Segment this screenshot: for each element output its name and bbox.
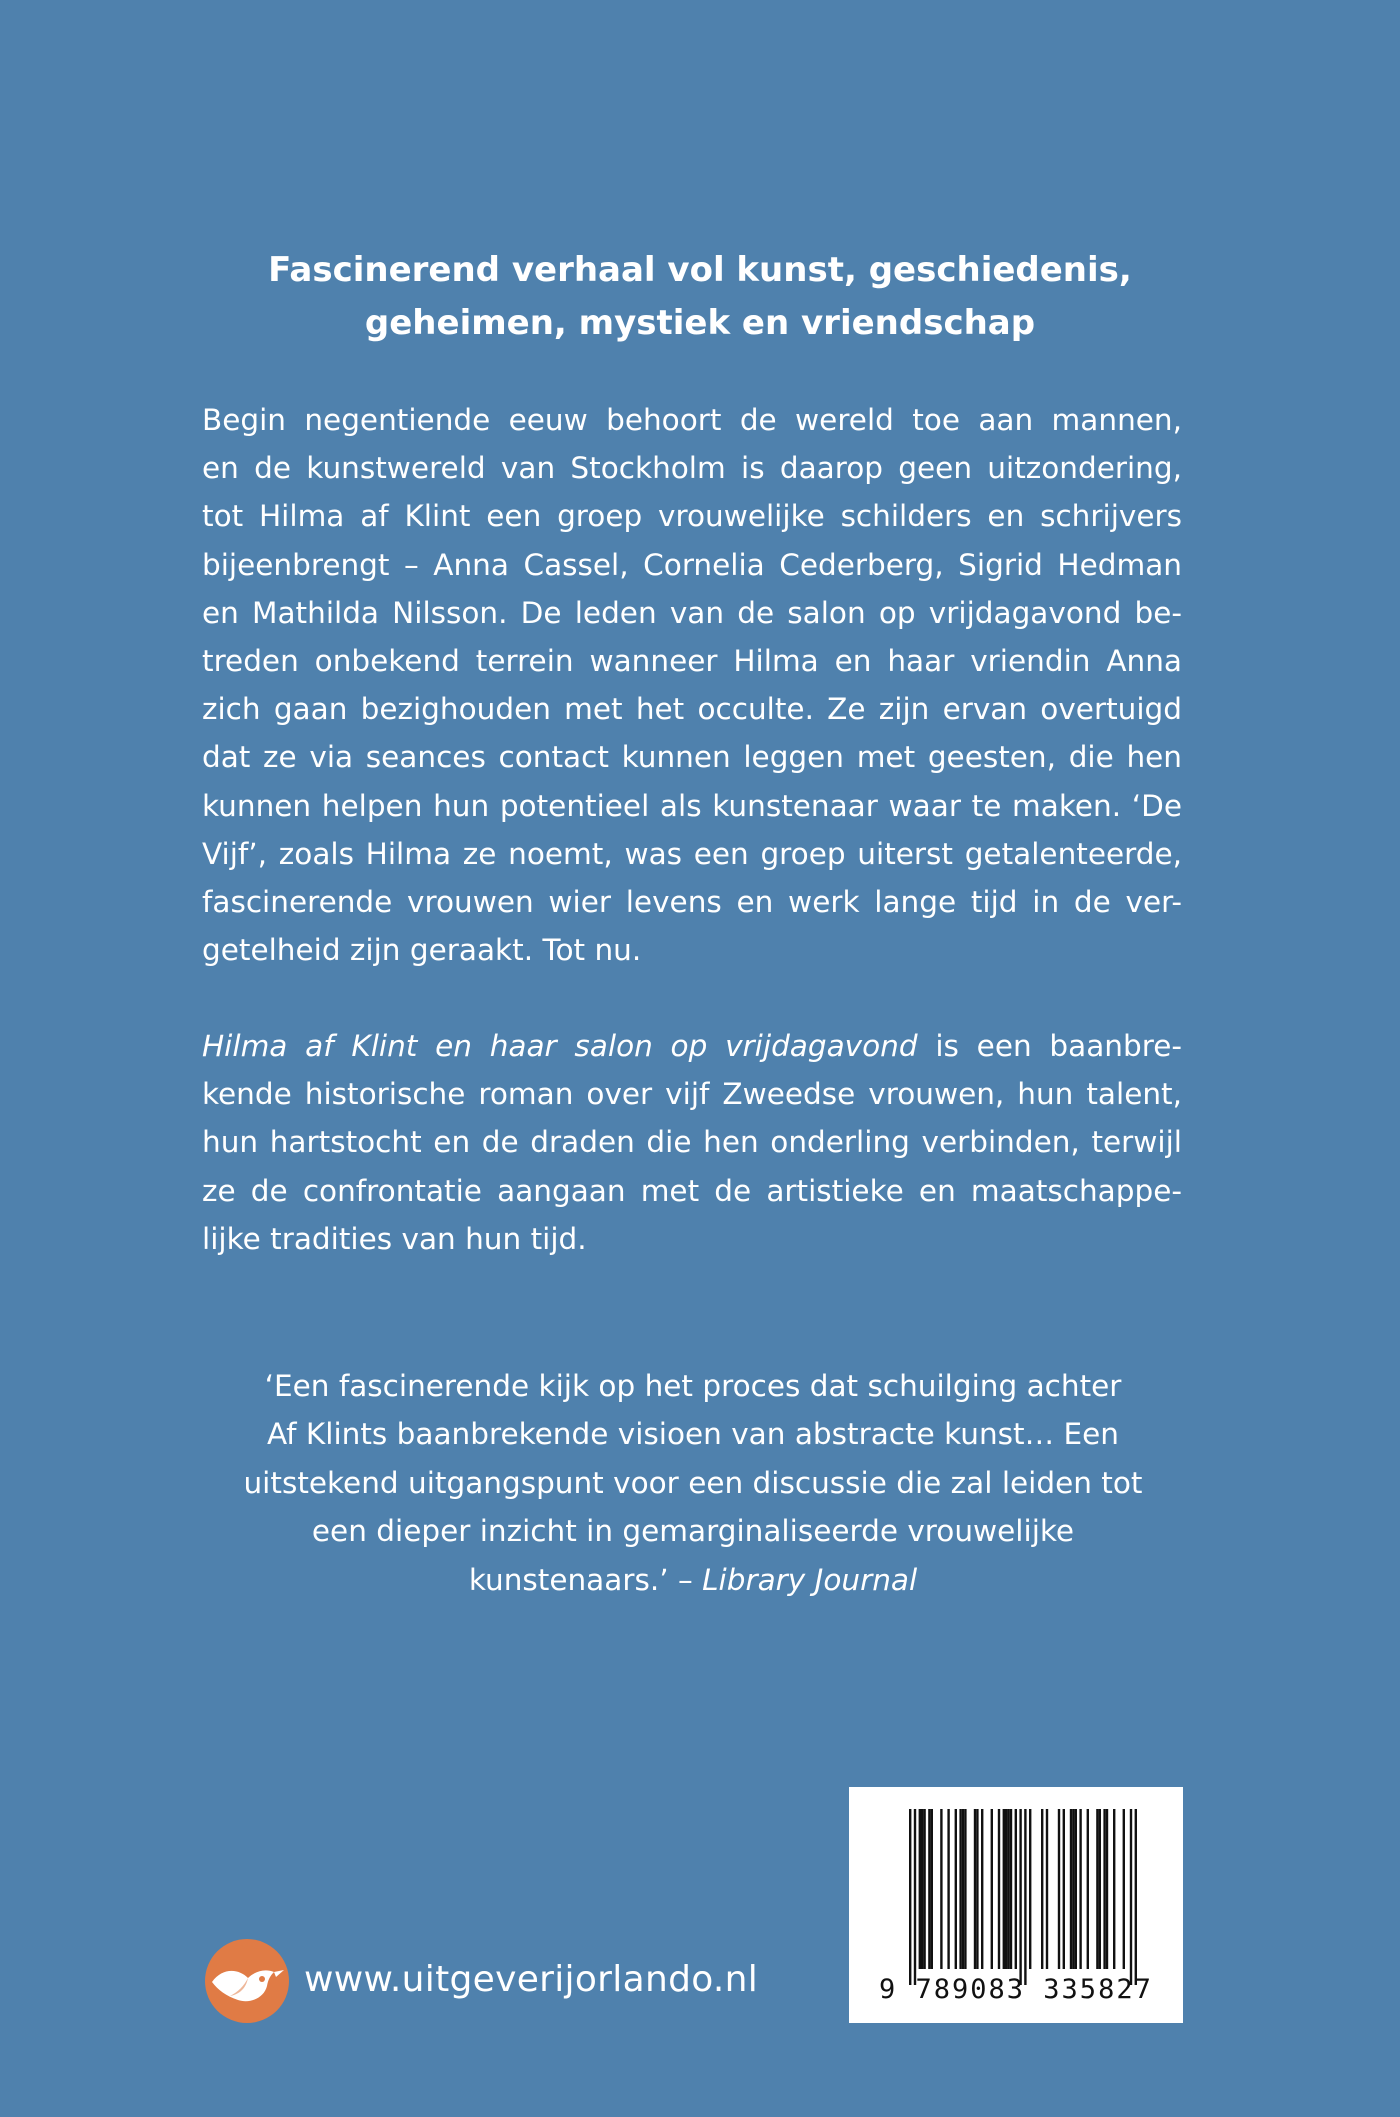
synopsis-line: en de kunstwereld van Stockholm is daarop geen uitzondering, xyxy=(202,451,1182,486)
barcode-bar xyxy=(976,1809,978,1969)
barcode-bar xyxy=(1096,1809,1098,1969)
barcode-bar xyxy=(1130,1809,1132,1985)
synopsis-line: dat ze via seances contact kunnen leggen met geesten, die hen xyxy=(202,740,1182,775)
barcode-bar xyxy=(1029,1809,1031,1969)
synopsis-line: Begin negentiende eeuw behoort de wereld toe aan mannen, xyxy=(202,403,1182,437)
synopsis-line: en Mathilda Nilsson. De leden van de salon op vrijdagavond be- xyxy=(202,595,1182,630)
synopsis-line: getelheid zijn geraakt. Tot nu. xyxy=(202,933,642,968)
barcode-bar xyxy=(1015,1809,1017,1969)
barcode-bar xyxy=(928,1809,930,1969)
headline-line: Fascinerend verhaal vol kunst, geschiedenis, xyxy=(268,250,1132,290)
description-text: is een baanbre- xyxy=(917,1029,1182,1063)
isbn-digits: 9 789083 335827 xyxy=(879,1974,1153,2005)
barcode-bar xyxy=(931,1809,933,1969)
quote-line xyxy=(170,1556,1216,1604)
barcode-bar xyxy=(1070,1809,1072,1969)
barcode-bar xyxy=(1058,1809,1060,1969)
barcode-bar xyxy=(1010,1809,1012,1969)
barcode-bar xyxy=(1041,1809,1043,1969)
description-line: hun hartstocht en de draden die hen onderling verbinden, terwijl xyxy=(202,1125,1182,1160)
barcode-bar xyxy=(991,1809,993,1969)
barcode-bar xyxy=(940,1809,942,1969)
barcode-bar xyxy=(959,1809,961,1969)
barcode-bar xyxy=(1063,1809,1065,1969)
headline xyxy=(200,244,1200,350)
barcode-bar xyxy=(1075,1809,1077,1969)
synopsis-line: Vijf’, zoals Hilma ze noemt, was een groep uiterst getalenteerde, xyxy=(202,836,1182,871)
barcode-bar xyxy=(1003,1809,1005,1969)
barcode-bar xyxy=(1087,1809,1089,1969)
barcode-bar xyxy=(947,1809,949,1969)
description-line: kende historische roman over vijf Zweedse vrouwen, hun talent, xyxy=(202,1077,1182,1112)
barcode-bar xyxy=(914,1809,916,1985)
quote-source: Library Journal xyxy=(702,1562,918,1597)
barcode-bar xyxy=(909,1809,911,1985)
quote-line: Af Klints baanbrekende visioen van abstracte kunst… Een xyxy=(267,1417,1119,1452)
barcode-bar xyxy=(981,1809,983,1969)
quote-line: een dieper inzicht in gemarginaliseerde vrouwelijke xyxy=(311,1514,1075,1549)
description-line: ze de confrontatie aangaan met de artistieke en maatschappe- xyxy=(202,1173,1182,1208)
barcode-bar xyxy=(1079,1809,1081,1969)
description-line xyxy=(202,1022,1182,1070)
synopsis-line: treden onbekend terrein wanneer Hilma en haar vriendin Anna xyxy=(202,644,1182,679)
barcode-bar xyxy=(974,1809,976,1969)
barcode-bar xyxy=(1135,1809,1137,1985)
synopsis-line: bijeenbrengt – Anna Cassel, Cornelia Cederberg, Sigrid Hedman xyxy=(202,547,1182,582)
barcode-bar xyxy=(1099,1809,1101,1969)
synopsis-line: zich gaan bezighouden met het occulte. Ze zijn ervan overtuigd xyxy=(202,692,1182,727)
website-link[interactable]: www.uitgeverijorlando.nl xyxy=(304,1959,759,2000)
barcode-bar xyxy=(1113,1809,1115,1969)
orlando-bird-logo-icon xyxy=(204,1938,290,2024)
barcode-bar xyxy=(1024,1809,1026,1985)
synopsis-line: kunnen helpen hun potentieel als kunstenaar waar te maken. ‘De xyxy=(202,788,1182,823)
barcode-bar xyxy=(1007,1809,1009,1969)
description-paragraph xyxy=(202,1022,1182,1263)
barcode-bar xyxy=(919,1809,921,1969)
barcode-bar xyxy=(1072,1809,1074,1969)
barcode-bar xyxy=(1005,1809,1007,1969)
synopsis-line: tot Hilma af Klint een groep vrouwelijke schilders en schrijvers xyxy=(202,499,1182,534)
isbn-barcode xyxy=(849,1787,1183,2023)
barcode-bar xyxy=(1046,1809,1048,1969)
synopsis-paragraph xyxy=(202,396,1182,974)
review-quote xyxy=(170,1362,1216,1604)
barcode-bar xyxy=(955,1809,957,1969)
headline-line: geheimen, mystiek en vriendschap xyxy=(364,303,1036,343)
barcode-bar xyxy=(921,1809,923,1969)
description-line: lijke tradities van hun tijd. xyxy=(202,1221,587,1256)
synopsis-line: fascinerende vrouwen wier levens en werk lange tijd in de ver- xyxy=(202,885,1182,920)
barcode-bar xyxy=(1019,1809,1021,1985)
barcode-bar xyxy=(998,1809,1000,1969)
barcode-bar xyxy=(1103,1809,1105,1969)
barcode-bar xyxy=(964,1809,966,1969)
barcode-bar xyxy=(923,1809,925,1969)
barcode-bar xyxy=(962,1809,964,1969)
barcode-bar xyxy=(1106,1809,1108,1969)
book-title: Hilma af Klint en haar salon op vrijdagavond xyxy=(202,1029,918,1063)
bird-logo-svg xyxy=(204,1938,290,2024)
quote-text: kunstenaars.’ – xyxy=(468,1562,703,1597)
quote-line: ‘Een fascinerende kijk op het proces dat schuilging achter xyxy=(264,1369,1122,1403)
barcode-bar xyxy=(1123,1809,1125,1969)
quote-line: uitstekend uitgangspunt voor een discussie die zal leiden tot xyxy=(243,1465,1143,1500)
